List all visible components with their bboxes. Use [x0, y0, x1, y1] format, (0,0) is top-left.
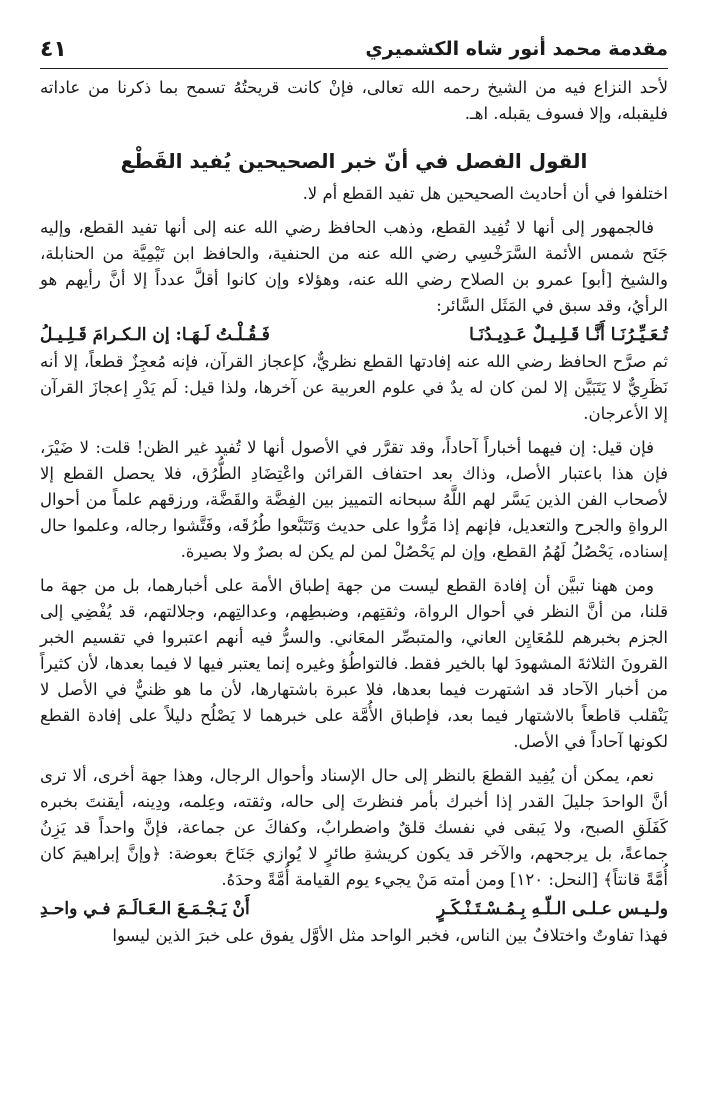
paragraph-5: ومن ههنا تبيَّن أن إفادة القطع ليست من جهة إطباق الأمة على أخبارهما، بل من جهة ما قلنا، من أنَّ النظر في أحوال الرواة، وثقتِهم، وضبطِهم، وعدالتِهم، وجلالتهم، قد يُفْضِي إلى الجزم بخبرهم للمُعَايِن العاني، والمتبصِّر المعَاني. والسرُّ فيه أنهم اعتبروا في تقسيم الخبر القرونَ الثلاثةَ المشهودَ لها بالخير فقط. فالتواطُؤ وغيره إنما يعتبر فيها لا فيما بعدها، لأن كثيراً من أخبار الآحاد قد اشتهرت فيما بعدها، فلا عبرة باشتهارها، لأن ما هو ظنيٌّ في الأصل لا يَنْقلب قاطعاً بالاشتهار فيما بعد، فإطباق الأُمَّة على خبرهما لا يَصْلُح دليلاً على إفادة القطع لكونها آحاداً في الأصل. [40, 576, 668, 751]
section-heading: القول الفصل في أنّ خبر الصحيحين يُفيد القَطْع [120, 149, 588, 173]
paragraph-6: نعم، يمكن أن يُفِيد القطعَ بالنظر إلى حال الإسناد وأحوال الرجال، وهذا جهة أخرى، ألا ترى أنَّ الواحدَ جليلَ القدر إذا أخبرك بأمر فنظرتَ إلى حاله، وثقته، وعِلمه، ودِينه، أيقنتَ بخبره كَفَلَقِ الصبح، ولا يَبقى في نفسك قلقٌ واضطرابٌ، وكفاكَ عن جماعة، فإنَّ واحداً قد يَزِنُ جماعةً، بل يرجحهم، والآخر قد يكون كريشةِ طائرٍ لا يُوازي جَنَاحَ بعوضة: ﴿وإنَّ إبراهيمَ كان أُمَّةً قانتاً﴾ [النحل: ١٢٠] ومن أمته مَنْ يجيء يوم القيامة أُمَّةً وحدَهُ. [40, 766, 668, 889]
poem-verse-1-first-hemistich: تُـعَـيِّـرُنَـا أَنَّـا قَـلِـيـلٌ عَـدِيـدُنَـا [469, 325, 668, 345]
poem-verse-2 [40, 899, 668, 919]
document-page [40, 30, 668, 1090]
poem-verse-2-second-hemistich: أَنْ يَـجْـمَـعَ الـعَـالَـمَ فـي واحـدِ [40, 899, 250, 919]
intro-paragraph: لأحد النزاع فيه من الشيخ رحمه الله تعالى، فإنْ كانت قريحتُهُ تسمح بما ذكرنا من عاداته فليقبله، وإلا فسوف يقبله. اهـ. [40, 78, 668, 123]
running-header-title: مقدمة محمد أنور شاه الكشميري [365, 38, 668, 60]
poem-verse-2-first-hemistich: ولـيـس عـلـى الـلّـهِ بِـمُـسْـتَـنْـكَـرٍ [436, 899, 668, 919]
paragraph-3: ثم صرَّح الحافظ رضي الله عنه إفادتها القطع نظريٌّ، كإعجاز القرآن، فإنه مُعجِزٌ قطعاً، إلا أنه نَظَرِيٌّ لا يَتَبَيَّن إلا لمن كان له يدٌ في علوم العربية عن آخرها، ولذا قيل: لَم يَدْرِ إعجازَ القرآن إلا الأعرجان. [40, 352, 668, 423]
final-line: فهذا تفاوتٌ واختلافٌ بين الناس، فخبر الواحد مثل الأوَّل يفوق على خبرَ الذين ليسوا [112, 926, 668, 945]
page-header [40, 30, 668, 69]
paragraph-4: فإن قيل: إن فيهما أخباراً آحاداً، وقد تقرَّر في الأصول أنها لا تُفيد غير الظن! قلت: لا ضَيْرَ، فإن هذا باعتبار الأصل، وذاك بعد احتفاف القرائن واعْتِضَادِ الطُّرُق، فلا يحصل القطع إلا لأصحاب الفن الذين يَسَّر لهم اللَّهُ سبحانه التمييز بين الفِضَّة والقَضَّة، ورزقهم علماً من أحوال الرواةِ والجرح والتعديل، فإنهم إذا مَرُّوا على حديث وَتَتَبَّعوا طُرُقَه، وفَتَّشوا رجاله، وعلموا حال إسناده، يَحْصُلُ لَهُمُ القطع، وإن لم يَحْصُلْ لمن لم يكن له بصرٌ ولا بصيرة. [40, 438, 668, 561]
paragraph-1: اختلفوا في أن أحاديث الصحيحين هل تفيد القطع أم لا. [302, 184, 668, 203]
paragraph-2: فالجمهور إلى أنها لا تُفِيد القطع، وذهب الحافظ رضي الله عنه إلى أنها تفيد القطع، وإليه جَنَح شمس الأئمة السَّرَخْسِي رضي الله عنه من الحنفية، والحافظ ابن تَيْمِيَّة من الحنابلة، والشيخ [أبو] عمرو بن الصلاح رضي الله عنه، وهؤلاء وإن كانوا أقلَّ عدداً إلا أنَّ رأيهم هو الرأيُ، وقد سبق في المَثَل السَّائر: [40, 218, 668, 315]
page-number: ٤١ [40, 36, 67, 62]
poem-verse-1 [40, 325, 668, 345]
poem-verse-1-second-hemistich: فَـقُـلْـتُ لَـهَـا: إن الـكـرامَ قَـلِـيـلُ [40, 325, 270, 345]
